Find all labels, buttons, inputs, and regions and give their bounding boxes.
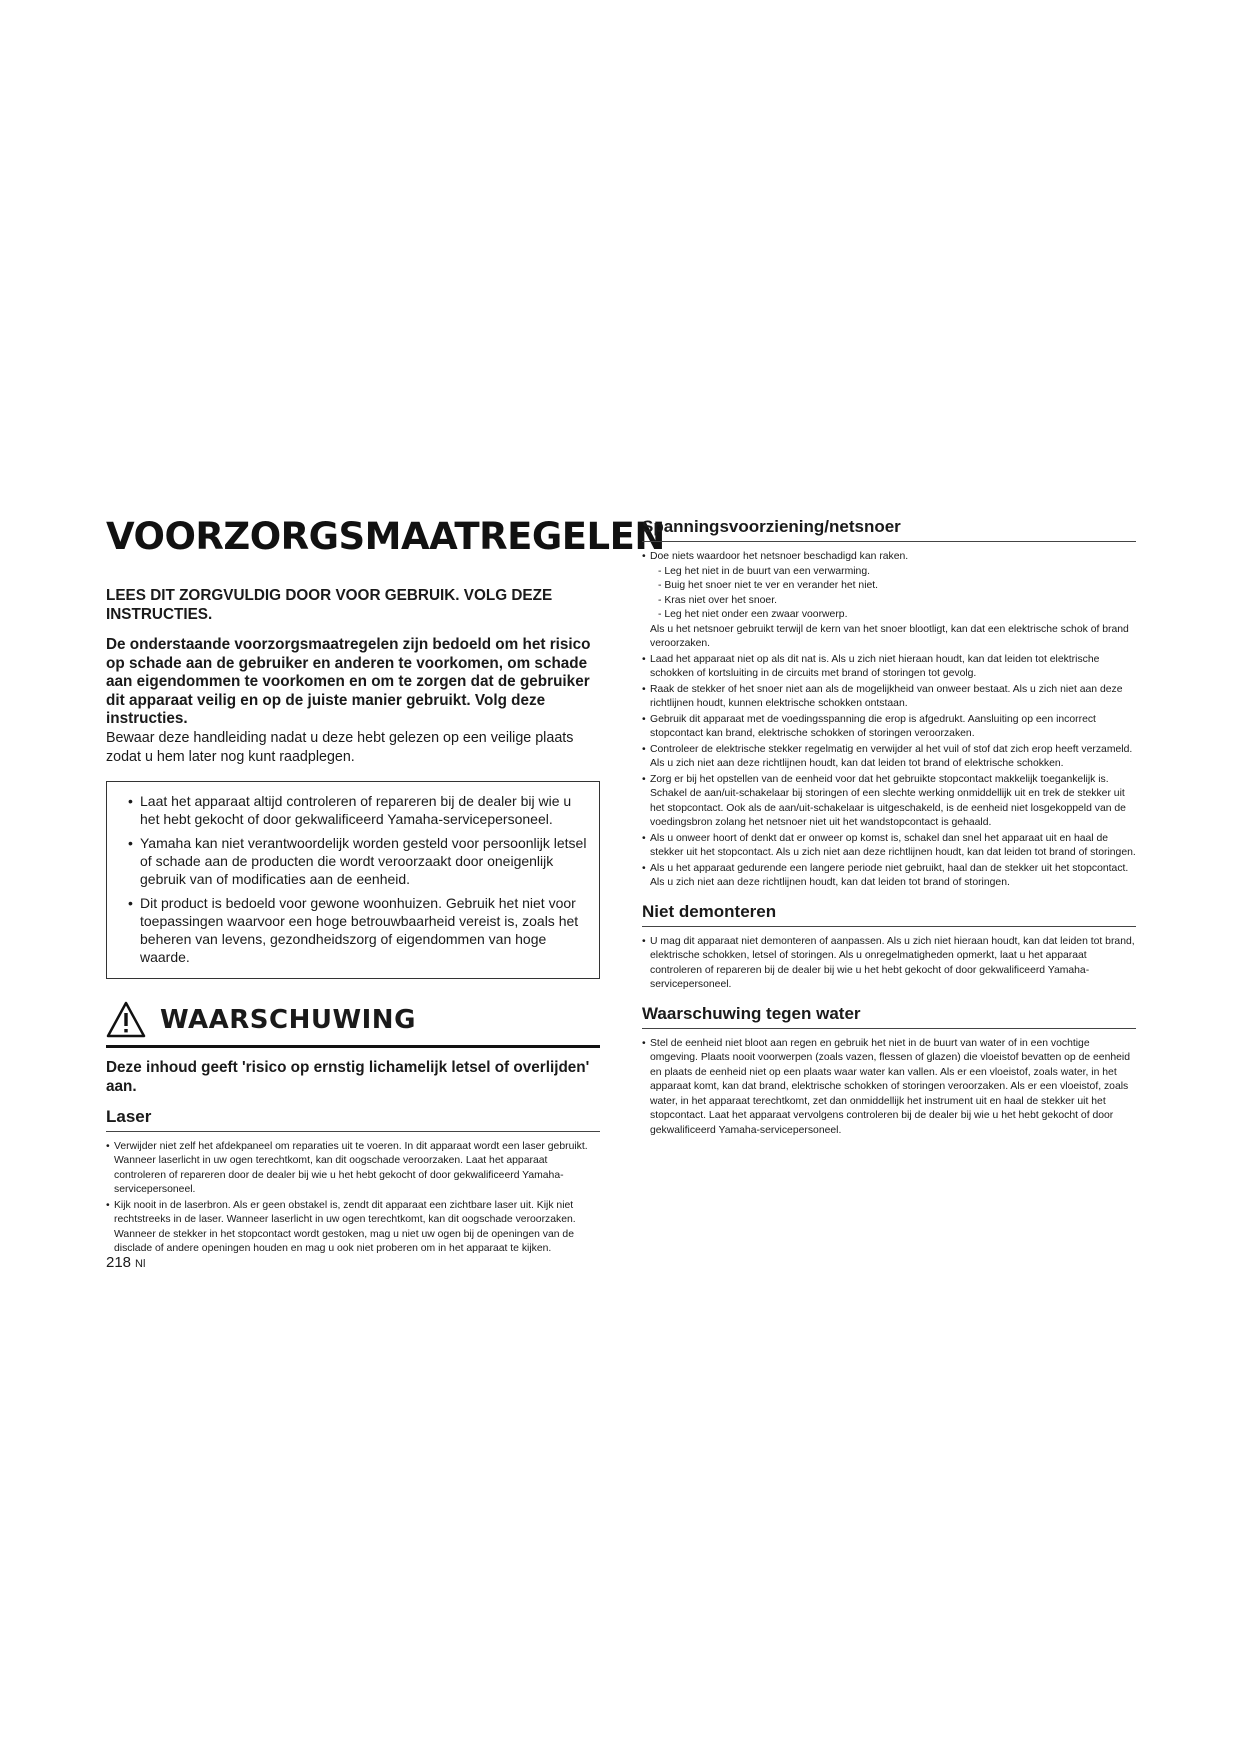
page-number: 218 xyxy=(106,1254,132,1271)
power-list xyxy=(642,550,1136,891)
read-instructions-heading: LEES DIT ZORGVULDIG DOOR VOOR GEBRUIK. VOLG DEZE INSTRUCTIES. xyxy=(106,587,553,623)
list-item: • Laad het apparaat niet op als dit nat is. Als u zich niet hieraan houdt, kan dat leiden tot elektrische schokken of kortsluiting in de circuits met brand of storingen tot gevolg. xyxy=(642,653,1136,682)
notice-item: • Yamaha kan niet verantwoordelijk worden gesteld voor persoonlijk letsel of schade aan de producten die wordt veroorzaakt door oneigenlijk gebruik van of modificaties aan de eenheid. xyxy=(121,834,587,888)
list-item: • Gebruik dit apparaat met de voedingsspanning die erop is afgedrukt. Aansluiting op een incorrect stopcontact kan brand, elektrische schokken of storingen veroorzaken. xyxy=(642,713,1136,742)
warning-triangle-icon xyxy=(106,1001,146,1039)
water-list xyxy=(642,1037,1136,1139)
disassemble-heading: Niet demonteren xyxy=(642,901,1136,927)
sub-item: - Kras niet over het snoer. xyxy=(658,594,777,606)
list-item: • Controleer de elektrische stekker regelmatig en verwijder al het vuil of stof dat zich erop heeft verzameld. Als u zich niet aan deze richtlijnen houdt, kan dat leiden tot brand of elektrische schokken. xyxy=(642,743,1136,772)
list-item: • Als u het apparaat gedurende een langere periode niet gebruikt, haal dan de stekker uit het stopcontact. Als u zich niet aan deze richtlijnen houdt, kan dat leiden tot brand of storingen. xyxy=(642,862,1136,891)
list-item: • Zorg er bij het opstellen van de eenheid voor dat het gebruikte stopcontact makkelijk toegankelijk is. Schakel de aan/uit-schakelaar bij storingen of een slechte werking onmiddellijk uit en trek de stekker uit het stopcontact. Ook als de aan/uit-schakelaar is uitgeschakeld, is de eenheid niet losgekoppeld van de voedingsbron zolang het netsnoer niet uit het wandstopcontact is gehaald. xyxy=(642,773,1136,831)
laser-heading: Laser xyxy=(106,1106,600,1132)
notice-item: • Laat het apparaat altijd controleren of repareren bij de dealer bij wie u het hebt gekocht of door gekwalificeerd Yamaha-servicepersoneel. xyxy=(121,792,587,828)
list-item xyxy=(642,550,1136,652)
sub-item: - Buig het snoer niet te ver en verander het niet. xyxy=(658,580,879,591)
list-item-text: Als u het netsnoer gebruikt terwijl de kern van het snoer blootligt, kan dat een elektrische schok of brand veroorzaken. xyxy=(650,623,1129,649)
list-item-text: Doe niets waardoor het netsnoer beschadigd kan raken. xyxy=(650,551,909,562)
sub-item: - Leg het niet onder een zwaar voorwerp. xyxy=(658,609,848,620)
notice-box xyxy=(106,781,600,979)
notice-item: • Dit product is bedoeld voor gewone woonhuizen. Gebruik het niet voor toepassingen waarvoor een hoge betrouwbaarheid vereist is, zoals het beheren van levens, gezondheidszorg of eigendommen van hoge waarde. xyxy=(121,894,587,966)
laser-list xyxy=(106,1140,600,1257)
list-item: • Als u onweer hoort of denkt dat er onweer op komst is, schakel dan snel het apparaat uit en haal de stekker uit het stopcontact. Als u zich niet aan deze richtlijnen houdt, kan dat leiden tot brand of storingen. xyxy=(642,832,1136,861)
power-heading: Spanningsvoorziening/netsnoer xyxy=(642,516,1136,542)
disassemble-list xyxy=(642,935,1136,993)
sub-items xyxy=(650,565,1136,623)
warning-title: WAARSCHUWING xyxy=(160,1004,416,1035)
list-item: • Raak de stekker of het snoer niet aan als de mogelijkheid van onweer bestaat. Als u zich niet aan deze richtlijnen houdt, kunnen elektrische schokken ontstaan. xyxy=(642,683,1136,712)
sub-item: - Leg het niet in de buurt van een verwarming. xyxy=(658,565,870,577)
warning-heading xyxy=(106,999,600,1048)
language-code: Nl xyxy=(135,1258,146,1270)
list-item: • Stel de eenheid niet bloot aan regen en gebruik het niet in de buurt van water of in een vochtige omgeving. Plaats nooit voorwerpen (zoals vazen, flessen of glazen) die vloeistof bevatten op de eenheid en plaats de eenheid niet op een plaats waar water kan vallen. Als er een vloeistof, zoals water, in het apparaat komt, kan dat brand, elektrische schokken of storingen veroorzaken. Als er een vloeistof, zoals water, in het apparaat terechtkomt, zet dan onmiddellijk het instrument uit en haal de stekker uit het stopcontact. Laat het apparaat vervolgens controleren bij de dealer bij wie u het hebt gekocht of door gekwalificeerd Yamaha-servicepersoneel. xyxy=(642,1037,1136,1139)
right-column xyxy=(642,516,1136,1139)
left-column xyxy=(106,514,665,1258)
list-item: • Verwijder niet zelf het afdekpaneel om reparaties uit te voeren. In dit apparaat wordt een laser gebruikt. Wanneer laserlicht in uw ogen terechtkomt, kan dit oogschade veroorzaken. Laat het apparaat controleren of repareren door de dealer bij wie u het hebt gekocht of door gekwalificeerd Yamaha-servicepersoneel. xyxy=(106,1140,600,1198)
warning-subtitle: Deze inhoud geeft 'risico op ernstig lichamelijk letsel of overlijden' aan. xyxy=(106,1058,590,1095)
list-item: • Kijk nooit in de laserbron. Als er geen obstakel is, zendt dit apparaat een zichtbare laser uit. Kijk niet rechtstreeks in de laser. Wanneer laserlicht in uw ogen terechtkomt, kan dit oogschade veroorzaken. Wanneer de stekker in het stopcontact wordt gestoken, mag u niet uw ogen bij de openingen van de disclade of andere openingen houden en mag u ook niet proberen om in het apparaat te kijken. xyxy=(106,1199,600,1257)
intro-bold-text: De onderstaande voorzorgsmaatregelen zijn bedoeld om het risico op schade aan de gebruiker en anderen te voorkomen, om schade aan eigendommen te voorkomen en om te zorgen dat de gebruiker dit apparaat veilig en op de juiste manier gebruikt. Volg deze instructies. xyxy=(106,636,591,727)
page-title: VOORZORGSMAATREGELEN xyxy=(106,515,665,558)
list-item: • U mag dit apparaat niet demonteren of aanpassen. Als u zich niet hieraan houdt, kan dat leiden tot brand, elektrische schokken, letsel of storingen. Als u onregelmatigheden opmerkt, laat u het apparaat controleren of repareren bij de dealer bij wie u het hebt gekocht of door gekwalificeerd Yamaha-servicepersoneel. xyxy=(642,935,1136,993)
water-heading: Waarschuwing tegen water xyxy=(642,1003,1136,1029)
page-footer xyxy=(106,1254,145,1271)
intro-plain-text: Bewaar deze handleiding nadat u deze hebt gelezen op een veilige plaats zodat u hem later nog kunt raadplegen. xyxy=(106,729,574,765)
